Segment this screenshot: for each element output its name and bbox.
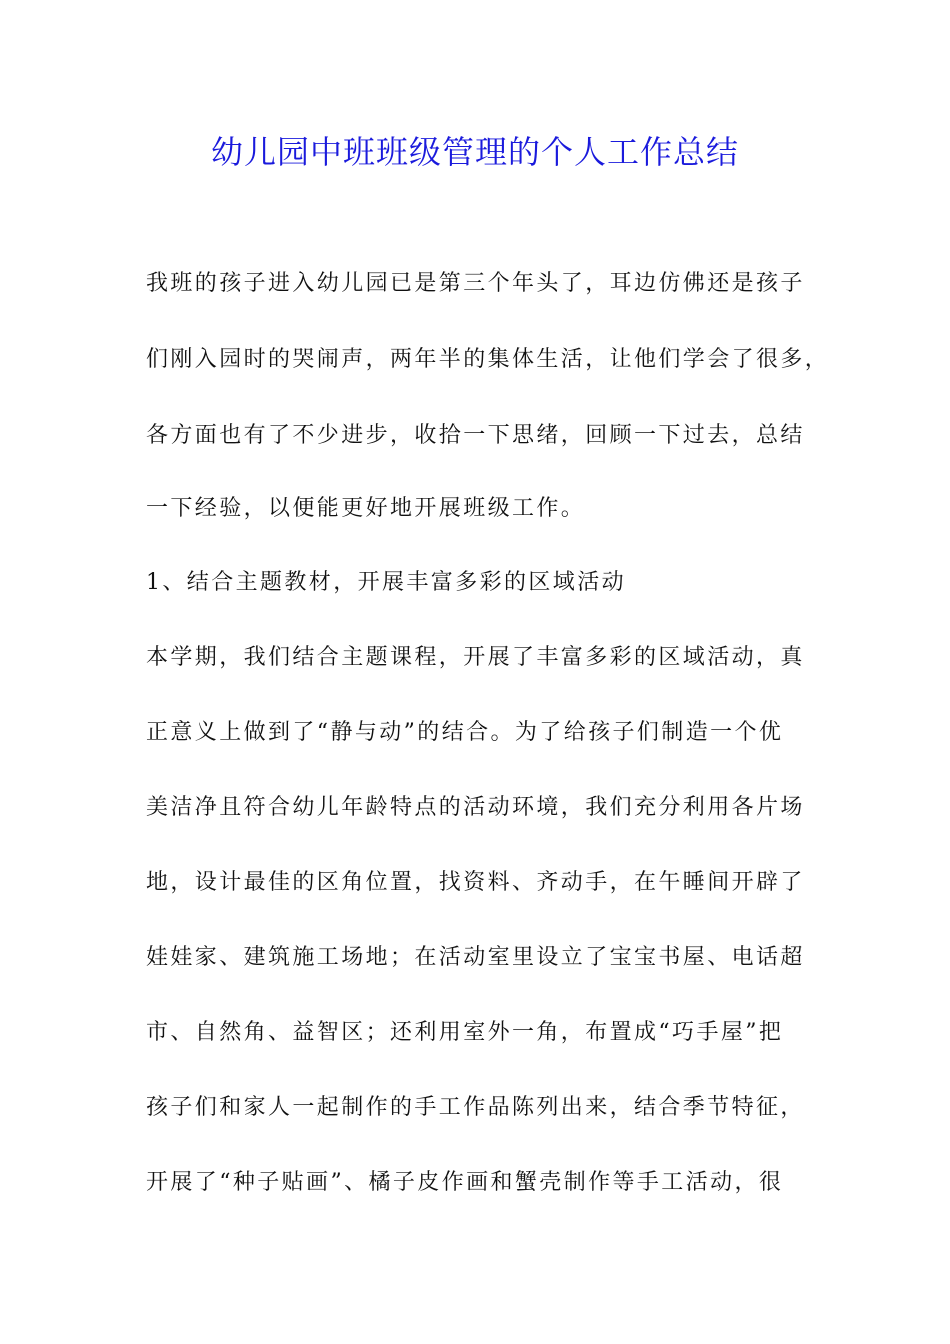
paragraph-line: 美洁净且符合幼儿年龄特点的活动环境，我们充分利用各片场	[146, 795, 805, 820]
document-title: 幼儿园中班班级管理的个人工作总结	[210, 133, 739, 171]
paragraph-line: 本学期，我们结合主题课程，开展了丰富多彩的区域活动，真	[146, 645, 805, 670]
paragraph-line: 一下经验，以便能更好地开展班级工作。	[146, 496, 586, 521]
paragraph-line: 我班的孩子进入幼儿园已是第三个年头了，耳边仿佛还是孩子	[146, 271, 805, 296]
paragraph-line: 娃娃家、建筑施工场地；在活动室里设立了宝宝书屋、电话超	[146, 945, 805, 970]
paragraph-line: 市、自然角、益智区；还利用室外一角，布置成“巧手屋”把	[146, 1020, 784, 1045]
paragraph-line: 地，设计最佳的区角位置，找资料、齐动手，在午睡间开辟了	[146, 870, 805, 895]
paragraph-line: 正意义上做到了“静与动”的结合。为了给孩子们制造一个优	[146, 720, 784, 745]
section-heading: 1、结合主题教材，开展丰富多彩的区域活动	[146, 570, 626, 595]
paragraph-line: 开展了“种子贴画”、橘子皮作画和蟹壳制作等手工活动，很	[146, 1170, 784, 1195]
paragraph-line: 各方面也有了不少进步，收拾一下思绪，回顾一下过去，总结	[146, 423, 805, 448]
paragraph-line: 们刚入园时的哭闹声，两年半的集体生活，让他们学会了很多，	[146, 347, 830, 372]
paragraph-line: 孩子们和家人一起制作的手工作品陈列出来，结合季节特征，	[146, 1095, 805, 1120]
